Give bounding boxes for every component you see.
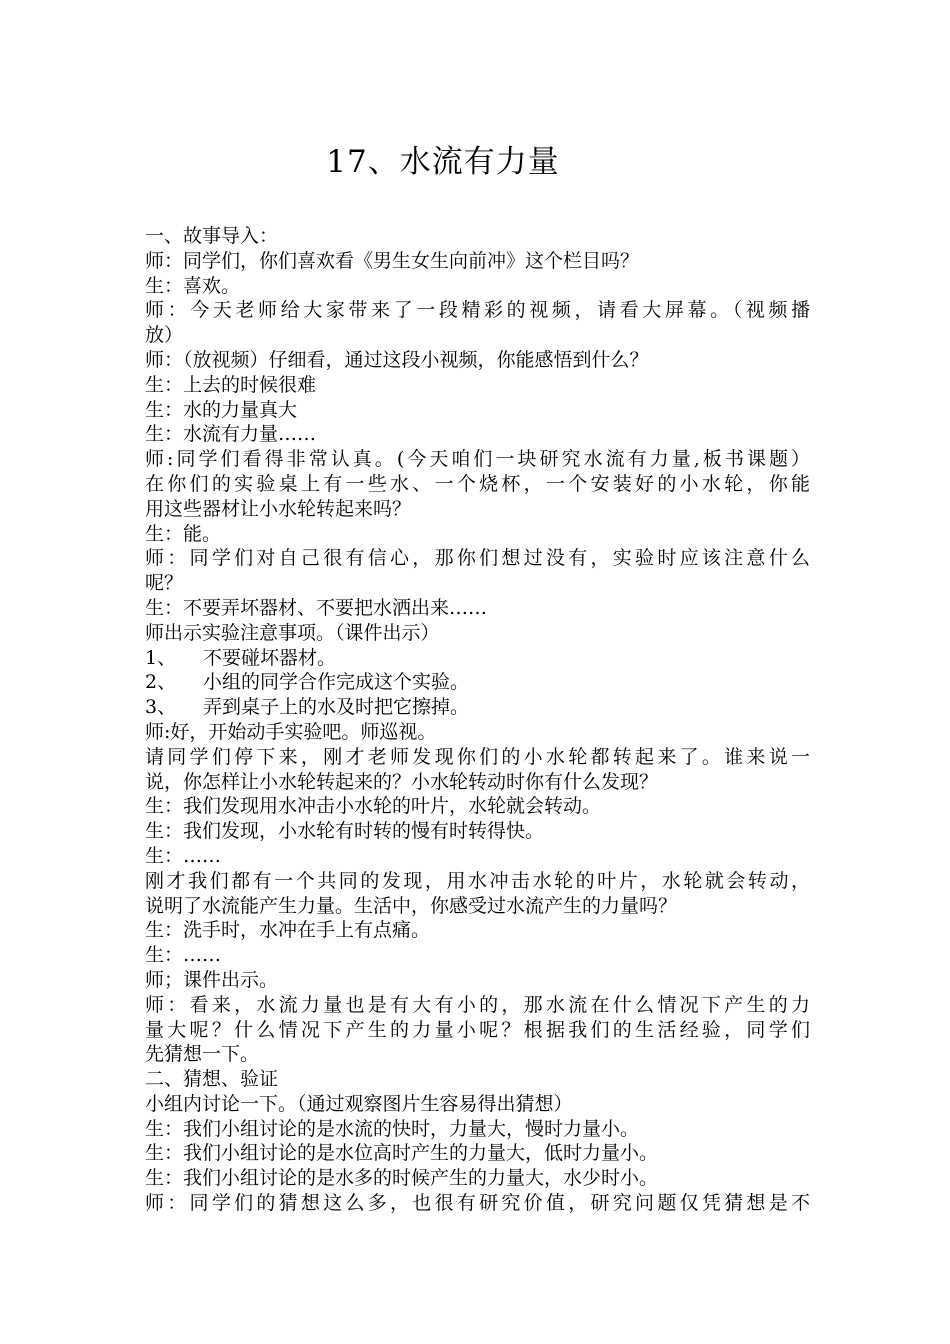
text-line: 生：水的力量真大 xyxy=(145,398,298,421)
text-line: 生：我们小组讨论的是水流的快时，力量大，慢时力量小。 xyxy=(145,1117,640,1140)
text-line: 师：同学们，你们喜欢看《男生女生向前冲》这个栏目吗？ xyxy=(145,249,640,272)
text-line: 师:同学们看得非常认真。(今天咱们一块研究水流有力量,板书课题） xyxy=(145,448,810,471)
text-line: 在你们的实验桌上有一些水、一个烧杯，一个安装好的小水轮，你能 xyxy=(145,472,810,495)
numbered-item xyxy=(145,670,810,695)
text-line: 生：我们小组讨论的是水位高时产生的力量大，低时力量小。 xyxy=(145,1142,659,1165)
document-body xyxy=(145,224,810,1216)
text-line: 师:好，开始动手实验吧。师巡视。 xyxy=(145,720,437,743)
text-line: 生：…… xyxy=(145,944,222,967)
text-line: 生：能。 xyxy=(145,522,222,545)
text-line: 师；课件出示。 xyxy=(145,968,279,991)
section-heading: 二、猜想、验证 xyxy=(145,1068,279,1091)
item-number: 1、 xyxy=(145,646,177,669)
numbered-item xyxy=(145,646,810,671)
text-line: 师：同学们对自己很有信心，那你们想过没有，实验时应该注意什么 xyxy=(145,547,810,570)
text-line: 生：喜欢。 xyxy=(145,274,241,297)
text-line: 生：洗手时，水冲在手上有点痛。 xyxy=(145,919,431,942)
text-line: 生：我们发现，小水轮有时转的慢有时转得快。 xyxy=(145,820,545,843)
text-line: 生：不要弄坏器材、不要把水洒出来…… xyxy=(145,596,488,619)
numbered-item xyxy=(145,695,810,720)
text-line: 量大呢？什么情况下产生的力量小呢？根据我们的生活经验，同学们 xyxy=(145,1018,810,1041)
text-line: 生：水流有力量…… xyxy=(145,423,317,446)
text-line: 说明了水流能产生力量。生活中，你感受过水流产生的力量吗？ xyxy=(145,894,678,917)
text-line: 请同学们停下来，刚才老师发现你们的小水轮都转起来了。谁来说一 xyxy=(145,745,810,768)
section-heading: 一、故事导入： xyxy=(145,225,279,247)
text-line: 师：看来，水流力量也是有大有小的，那水流在什么情况下产生的力 xyxy=(145,993,810,1016)
text-line: 先猜想一下。 xyxy=(145,1043,260,1066)
item-number: 2、 xyxy=(145,671,177,694)
text-line: 刚才我们都有一个共同的发现，用水冲击水轮的叶片，水轮就会转动， xyxy=(145,869,810,892)
page-title: 17、水流有力量 xyxy=(326,144,560,180)
item-text: 不要碰坏器材。 xyxy=(203,646,337,669)
text-line: 生：上去的时候很难 xyxy=(145,373,317,396)
text-line: 师出示实验注意事项。（课件出示） xyxy=(145,621,440,644)
text-line: 师：今天老师给大家带来了一段精彩的视频，请看大屏幕。（视频播 xyxy=(145,299,810,322)
item-number: 3、 xyxy=(145,696,177,719)
text-line: 放） xyxy=(145,324,184,347)
text-line: 生：我们发现用水冲击小水轮的叶片，水轮就会转动。 xyxy=(145,795,602,818)
text-line: 师：同学们的猜想这么多，也很有研究价值，研究问题仅凭猜想是不 xyxy=(145,1192,810,1215)
text-line: 师：（放视频）仔细看，通过这段小视频，你能感悟到什么？ xyxy=(145,348,649,371)
text-line: 说，你怎样让小水轮转起来的？小水轮转动时你有什么发现？ xyxy=(145,770,659,793)
text-line: 生：…… xyxy=(145,844,222,867)
text-line: 呢？ xyxy=(145,572,184,595)
text-line: 生：我们小组讨论的是水多的时候产生的力量大，水少时小。 xyxy=(145,1167,659,1190)
item-text: 弄到桌子上的水及时把它擦掉。 xyxy=(203,696,470,719)
text-line: 用这些器材让小水轮转起来吗？ xyxy=(145,497,412,520)
text-line: 小组内讨论一下。（通过观察图片生容易得出猜想） xyxy=(145,1092,573,1115)
item-text: 小组的同学合作完成这个实验。 xyxy=(203,671,470,694)
